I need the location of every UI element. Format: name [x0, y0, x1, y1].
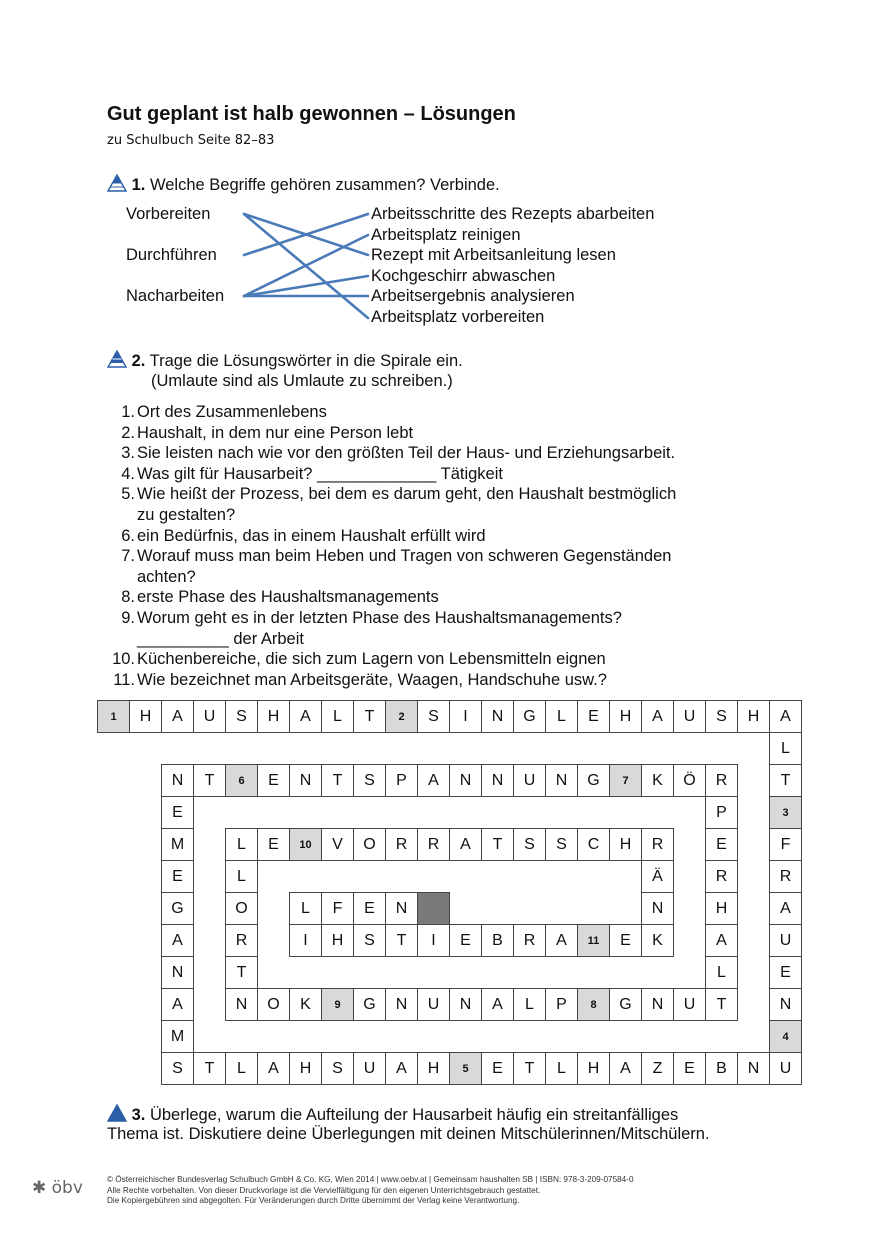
grid-letter-cell: U	[769, 924, 802, 957]
grid-letter-cell: A	[289, 700, 322, 733]
grid-letter-cell: S	[225, 700, 258, 733]
grid-letter-cell: A	[161, 988, 194, 1021]
grid-letter-cell: E	[353, 892, 386, 925]
clue-text: Was gilt für Hausarbeit? _____________ Tätigkeit	[137, 464, 503, 483]
clue-item	[107, 546, 676, 567]
grid-number-cell: 6	[225, 764, 258, 797]
grid-letter-cell: E	[161, 860, 194, 893]
grid-letter-cell: S	[513, 828, 546, 861]
grid-letter-cell: H	[577, 1052, 610, 1085]
grid-letter-cell: L	[225, 828, 258, 861]
grid-letter-cell: V	[321, 828, 354, 861]
grid-number-cell: 2	[385, 700, 418, 733]
grid-letter-cell: F	[321, 892, 354, 925]
grid-letter-cell: R	[641, 828, 674, 861]
grid-letter-cell: E	[577, 700, 610, 733]
grid-letter-cell: T	[481, 828, 514, 861]
grid-letter-cell: A	[609, 1052, 642, 1085]
grid-letter-cell: E	[609, 924, 642, 957]
task1-text: Welche Begriffe gehören zusammen? Verbinde.	[149, 176, 500, 194]
grid-letter-cell: U	[673, 988, 706, 1021]
grid-letter-cell: T	[385, 924, 418, 957]
grid-letter-cell: Ä	[641, 860, 674, 893]
grid-letter-cell: N	[161, 764, 194, 797]
grid-letter-cell: S	[321, 1052, 354, 1085]
grid-letter-cell: H	[737, 700, 770, 733]
grid-letter-cell: L	[225, 860, 258, 893]
grid-letter-cell: T	[193, 764, 226, 797]
grid-number-cell: 5	[449, 1052, 482, 1085]
clue-text: Worauf muss man beim Heben und Tragen von schweren Gegenständen	[137, 547, 672, 566]
grid-letter-cell: R	[513, 924, 546, 957]
task1-right-word: Rezept mit Arbeitsanleitung lesen	[371, 246, 616, 264]
grid-letter-cell: U	[193, 700, 226, 733]
grid-letter-cell: E	[769, 956, 802, 989]
clue-text: Haushalt, in dem nur eine Person lebt	[137, 423, 414, 442]
clue-item	[107, 649, 676, 670]
clue-item	[107, 670, 676, 691]
grid-letter-cell: R	[225, 924, 258, 957]
clue-text: __________ der Arbeit	[137, 629, 304, 648]
grid-number-cell: 9	[321, 988, 354, 1021]
clue-list	[107, 402, 676, 690]
grid-letter-cell: C	[577, 828, 610, 861]
grid-letter-cell: I	[417, 924, 450, 957]
clue-number: 11.	[113, 670, 135, 689]
grid-letter-cell: R	[769, 860, 802, 893]
grid-letter-cell: E	[481, 1052, 514, 1085]
grid-letter-cell: F	[769, 828, 802, 861]
grid-end-cell	[417, 892, 450, 925]
grid-letter-cell: K	[641, 764, 674, 797]
grid-letter-cell: A	[641, 700, 674, 733]
grid-letter-cell: N	[481, 764, 514, 797]
task1-right-word: Arbeitsplatz vorbereiten	[371, 308, 545, 326]
logo-text: öbv	[51, 1178, 83, 1198]
grid-letter-cell: T	[225, 956, 258, 989]
grid-letter-cell: T	[513, 1052, 546, 1085]
clue-number: 7.	[121, 547, 135, 566]
grid-letter-cell: O	[353, 828, 386, 861]
page-title: Gut geplant ist halb gewonnen – Lösungen	[107, 103, 516, 125]
grid-letter-cell: A	[161, 924, 194, 957]
task3-line2: Thema ist. Diskutiere deine Überlegungen mit deinen Mitschülerinnen/Mitschülern.	[107, 1125, 710, 1143]
grid-number-cell: 7	[609, 764, 642, 797]
grid-letter-cell: T	[353, 700, 386, 733]
grid-letter-cell: G	[513, 700, 546, 733]
grid-letter-cell: E	[257, 764, 290, 797]
grid-letter-cell: H	[257, 700, 290, 733]
grid-number-cell: 8	[577, 988, 610, 1021]
grid-number-cell: 10	[289, 828, 322, 861]
clue-item	[107, 402, 676, 423]
grid-letter-cell: G	[161, 892, 194, 925]
grid-letter-cell: O	[225, 892, 258, 925]
task1-left-word: Durchführen	[126, 246, 217, 264]
grid-letter-cell: U	[673, 700, 706, 733]
footer-line: © Österreichischer Bundesverlag Schulbuch GmbH & Co. KG, Wien 2014 | www.oebv.at | Gemeinsam haushalten SB | ISBN: 978-3-209-07584-0	[107, 1175, 634, 1184]
footer-line: Die Kopiergebühren sind abgegolten. Für Veränderungen durch Dritte übernimmt der Verlag keine Verantwortung.	[107, 1196, 520, 1205]
task2-number: 2.	[131, 352, 146, 370]
grid-number-cell: 4	[769, 1020, 802, 1053]
task1-connection-lines	[0, 0, 890, 340]
grid-letter-cell: L	[705, 956, 738, 989]
grid-letter-cell: H	[705, 892, 738, 925]
clue-item	[107, 567, 676, 588]
grid-letter-cell: N	[225, 988, 258, 1021]
grid-letter-cell: G	[609, 988, 642, 1021]
grid-letter-cell: L	[769, 732, 802, 765]
grid-letter-cell: N	[641, 988, 674, 1021]
grid-letter-cell: K	[289, 988, 322, 1021]
clue-number: 8.	[121, 588, 135, 607]
grid-letter-cell: R	[417, 828, 450, 861]
grid-letter-cell: T	[321, 764, 354, 797]
grid-letter-cell: N	[545, 764, 578, 797]
footer	[107, 1175, 634, 1207]
grid-letter-cell: E	[449, 924, 482, 957]
grid-letter-cell: Z	[641, 1052, 674, 1085]
clue-item	[107, 526, 676, 547]
grid-letter-cell: M	[161, 828, 194, 861]
grid-letter-cell: N	[449, 988, 482, 1021]
grid-letter-cell: A	[385, 1052, 418, 1085]
task3-line1: Überlege, warum die Aufteilung der Hausarbeit häufig ein streitanfälliges	[149, 1106, 679, 1124]
clue-item	[107, 629, 676, 650]
grid-letter-cell: K	[641, 924, 674, 957]
grid-letter-cell: U	[353, 1052, 386, 1085]
grid-letter-cell: L	[513, 988, 546, 1021]
clue-number: 5.	[121, 485, 135, 504]
grid-letter-cell: P	[385, 764, 418, 797]
grid-letter-cell: P	[545, 988, 578, 1021]
task3-number: 3.	[131, 1106, 146, 1124]
clue-item	[107, 443, 676, 464]
publisher-logo	[32, 1178, 83, 1198]
grid-letter-cell: A	[545, 924, 578, 957]
grid-letter-cell: S	[545, 828, 578, 861]
task1-right-word: Arbeitsschritte des Rezepts abarbeiten	[371, 205, 655, 223]
grid-letter-cell: A	[769, 700, 802, 733]
clue-text: zu gestalten?	[137, 505, 236, 524]
grid-letter-cell: L	[545, 700, 578, 733]
grid-letter-cell: G	[353, 988, 386, 1021]
grid-letter-cell: S	[417, 700, 450, 733]
grid-letter-cell: N	[161, 956, 194, 989]
grid-letter-cell: I	[289, 924, 322, 957]
clue-number: 3.	[121, 444, 135, 463]
clue-text: achten?	[137, 567, 196, 586]
clue-item	[107, 464, 676, 485]
grid-letter-cell: N	[769, 988, 802, 1021]
clue-item	[107, 484, 676, 505]
task1-right-word: Kochgeschirr abwaschen	[371, 267, 556, 285]
grid-letter-cell: G	[577, 764, 610, 797]
grid-letter-cell: T	[705, 988, 738, 1021]
grid-letter-cell: N	[641, 892, 674, 925]
clue-text: Wie bezeichnet man Arbeitsgeräte, Waagen, Handschuhe usw.?	[137, 670, 607, 689]
grid-letter-cell: S	[353, 764, 386, 797]
grid-letter-cell: L	[289, 892, 322, 925]
clue-number: 10.	[112, 650, 135, 669]
task2-heading	[107, 350, 463, 371]
grid-letter-cell: H	[321, 924, 354, 957]
grid-letter-cell: S	[353, 924, 386, 957]
clue-number: 6.	[121, 526, 135, 545]
grid-letter-cell: U	[769, 1052, 802, 1085]
clue-text: Ort des Zusammenlebens	[137, 403, 327, 421]
clue-number: 9.	[121, 608, 135, 627]
grid-letter-cell: A	[449, 828, 482, 861]
grid-letter-cell: E	[705, 828, 738, 861]
clue-number: 4.	[121, 464, 135, 483]
grid-letter-cell: T	[769, 764, 802, 797]
grid-letter-cell: E	[673, 1052, 706, 1085]
grid-letter-cell: O	[257, 988, 290, 1021]
grid-letter-cell: E	[257, 828, 290, 861]
grid-letter-cell: R	[705, 860, 738, 893]
clue-text: Küchenbereiche, die sich zum Lagern von Lebensmitteln eignen	[137, 650, 606, 669]
clue-number: 1.	[121, 403, 135, 421]
grid-letter-cell: U	[513, 764, 546, 797]
task1-left-word: Nacharbeiten	[126, 287, 225, 305]
difficulty-3-icon	[107, 1104, 127, 1122]
grid-letter-cell: N	[449, 764, 482, 797]
grid-letter-cell: S	[705, 700, 738, 733]
grid-letter-cell: B	[705, 1052, 738, 1085]
clue-number: 2.	[121, 423, 135, 442]
grid-letter-cell: L	[545, 1052, 578, 1085]
task2-text: Trage die Lösungswörter in die Spirale ein.	[149, 352, 463, 370]
clue-item	[107, 505, 676, 526]
grid-letter-cell: A	[705, 924, 738, 957]
grid-letter-cell: H	[417, 1052, 450, 1085]
grid-letter-cell: U	[417, 988, 450, 1021]
grid-letter-cell: N	[289, 764, 322, 797]
grid-letter-cell: L	[225, 1052, 258, 1085]
grid-letter-cell: Ö	[673, 764, 706, 797]
grid-letter-cell: T	[193, 1052, 226, 1085]
clue-text: Worum geht es in der letzten Phase des Haushaltsmanagements?	[137, 608, 622, 627]
grid-letter-cell: A	[161, 700, 194, 733]
clue-text: Wie heißt der Prozess, bei dem es darum geht, den Haushalt bestmöglich	[137, 485, 677, 504]
grid-letter-cell: A	[257, 1052, 290, 1085]
grid-letter-cell: R	[385, 828, 418, 861]
grid-letter-cell: S	[161, 1052, 194, 1085]
grid-letter-cell: A	[769, 892, 802, 925]
grid-letter-cell: L	[321, 700, 354, 733]
grid-letter-cell: I	[449, 700, 482, 733]
grid-letter-cell: H	[129, 700, 162, 733]
clue-text: Sie leisten nach wie vor den größten Teil der Haus- und Erziehungsarbeit.	[137, 444, 676, 463]
grid-letter-cell: H	[609, 700, 642, 733]
grid-letter-cell: R	[705, 764, 738, 797]
clue-item	[107, 587, 676, 608]
grid-letter-cell: H	[289, 1052, 322, 1085]
grid-letter-cell: N	[385, 988, 418, 1021]
footer-line: Alle Rechte vorbehalten. Von dieser Druckvorlage ist die Vervielfältigung für den eigenen Unterrichtsgebrauch gestattet.	[107, 1185, 541, 1195]
grid-letter-cell: A	[417, 764, 450, 797]
grid-letter-cell: N	[385, 892, 418, 925]
grid-letter-cell: N	[737, 1052, 770, 1085]
clue-text: erste Phase des Haushaltsmanagements	[137, 588, 439, 607]
grid-letter-cell: A	[481, 988, 514, 1021]
grid-letter-cell: H	[609, 828, 642, 861]
grid-letter-cell: B	[481, 924, 514, 957]
difficulty-2-icon	[107, 350, 127, 368]
task1-right-word: Arbeitsplatz reinigen	[371, 226, 521, 244]
subtitle: zu Schulbuch Seite 82–83	[107, 133, 275, 148]
grid-letter-cell: P	[705, 796, 738, 829]
clue-item	[107, 423, 676, 444]
clue-item	[107, 608, 676, 629]
grid-letter-cell: N	[481, 700, 514, 733]
task1-left-word: Vorbereiten	[126, 205, 211, 223]
logo-star-icon: ✱	[32, 1178, 47, 1198]
clue-text: ein Bedürfnis, das in einem Haushalt erfüllt wird	[137, 526, 486, 545]
grid-number-cell: 3	[769, 796, 802, 829]
grid-number-cell: 1	[97, 700, 130, 733]
grid-number-cell: 11	[577, 924, 610, 957]
task1-right-word: Arbeitsergebnis analysieren	[371, 287, 575, 305]
task2-note: (Umlaute sind als Umlaute zu schreiben.)	[151, 372, 453, 390]
grid-letter-cell: M	[161, 1020, 194, 1053]
grid-letter-cell: E	[161, 796, 194, 829]
task1-number: 1.	[131, 176, 146, 194]
task3-heading	[107, 1104, 678, 1125]
